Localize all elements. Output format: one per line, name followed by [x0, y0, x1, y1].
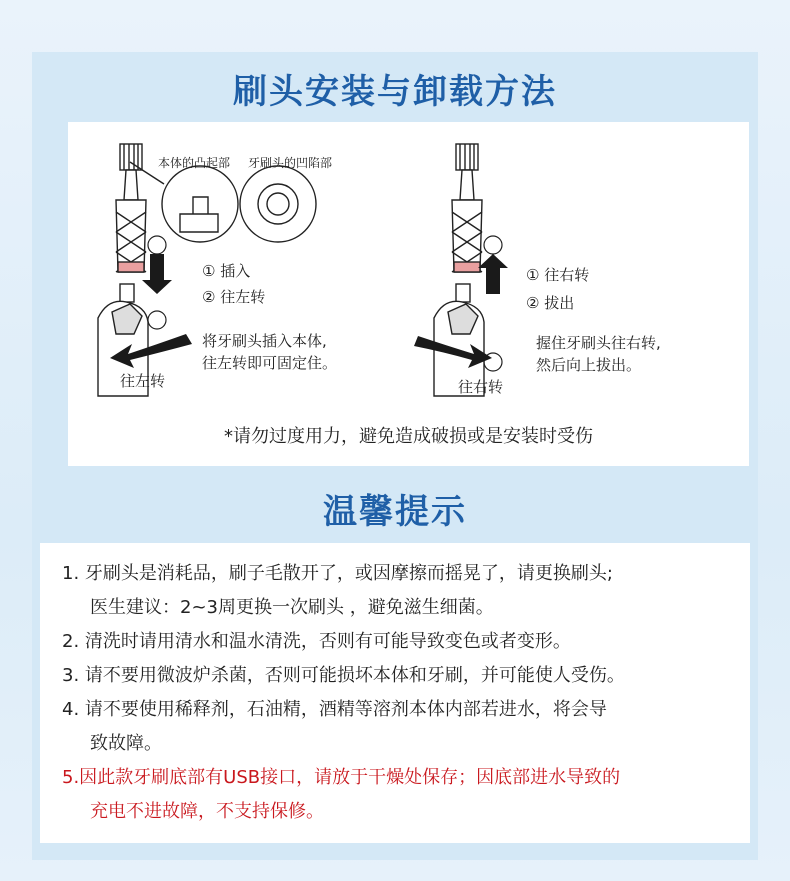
section-title-tips: 温馨提示 [323, 492, 467, 532]
callout-circles-left [130, 162, 316, 242]
left-desc-line2: 往左转即可固定住。 [202, 354, 338, 372]
right-desc-line2: 然后向上拔出。 [536, 356, 642, 374]
install-illustration-card [68, 122, 749, 466]
callout-label-protrusion: 本体的凸起部 [158, 156, 231, 170]
right-brush-head-icon [452, 144, 482, 272]
tip-line: 医生建议：2~3周更换一次刷头 ，避免滋生细菌。 [90, 597, 494, 618]
left-desc-line1: 将牙刷头插入本体, [202, 332, 327, 350]
tip-line: 5.因此款牙刷底部有USB接口，请放于干燥处保存；因底部进水导致的 [62, 767, 621, 788]
install-illustration [68, 122, 749, 466]
tip-line: 充电不进故障，不支持保修。 [90, 801, 324, 822]
tips-list [62, 557, 742, 829]
tip-line: 4. 请不要使用稀释剂，石油精，酒精等溶剂本体内部若进水，将会导 [62, 699, 607, 720]
section-title-install: 刷头安装与卸载方法 [233, 72, 557, 112]
left-step2-label: ② 往左转 [202, 288, 266, 306]
left-step1-label: ① 插入 [202, 262, 251, 280]
tips-card [40, 543, 750, 843]
insert-arrow-icon [142, 254, 172, 294]
right-desc-line1: 握住牙刷头往右转, [536, 334, 661, 352]
tip-line: 2. 清洗时请用清水和温水清洗，否则有可能导致变色或者变形。 [62, 631, 571, 652]
tip-line: 1. 牙刷头是消耗品，刷子毛散开了，或因摩擦而摇晃了，请更换刷头; [62, 563, 613, 584]
tip-line: 3. 请不要用微波炉杀菌，否则可能损坏本体和牙刷，并可能使人受伤。 [62, 665, 625, 686]
callout-label-recess: 牙刷头的凹陷部 [248, 156, 333, 170]
install-caution-note: *请勿过度用力，避免造成破损或是安装时受伤 [224, 426, 593, 447]
left-rotate-label: 往左转 [120, 372, 166, 390]
pull-up-arrow-icon [478, 254, 508, 294]
right-rotate-label: 往右转 [458, 378, 504, 396]
right-step1-label: ① 往右转 [526, 266, 590, 284]
right-step2-label: ② 拔出 [526, 294, 575, 312]
tip-line: 致故障。 [90, 733, 162, 754]
